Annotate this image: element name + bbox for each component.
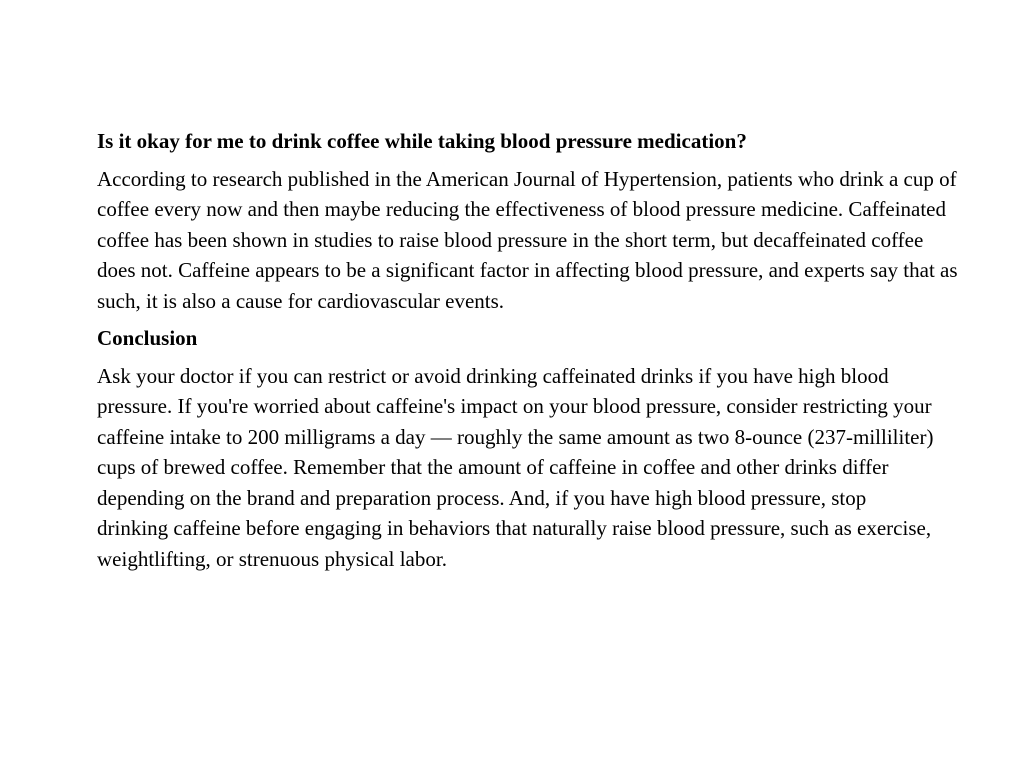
research-paragraph: According to research published in the American Journal of Hypertension, patients who drink a cup of coffee every now and then maybe reducing the effectiveness of blood pressure medicine. Caffeinated coffee has been shown in studies to raise blood pressure in the short term, but decaffeinated coffee does not. Caffeine appears to be a significant factor in affecting blood pressure, and experts say that as such, it is also a cause for cardiovascular events. [97, 166, 958, 313]
slide-content [97, 126, 967, 581]
conclusion-heading: Conclusion [97, 326, 198, 350]
question-heading: Is it okay for me to drink coffee while taking blood pressure medication? [97, 129, 747, 153]
conclusion-paragraph: Ask your doctor if you can restrict or avoid drinking caffeinated drinks if you have high blood pressure. If you're worried about caffeine's impact on your blood pressure, consider restricting your caffeine intake to 200 milligrams a day — roughly the same amount as two 8-ounce (237-milliliter) cups of brewed coffee. Remember that the amount of caffeine in coffee and other drinks differ depending on the brand and preparation process. And, if you have high blood pressure, stop drinking caffeine before engaging in behaviors that naturally raise blood pressure, such as exercise, weightlifting, or strenuous physical labor. [97, 363, 934, 571]
